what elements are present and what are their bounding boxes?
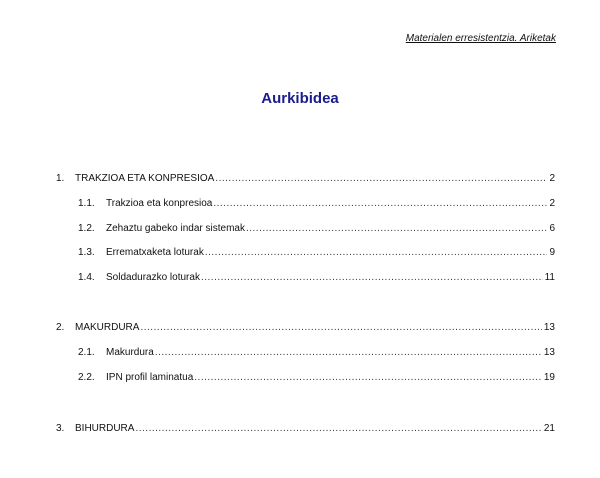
toc-number: 1. xyxy=(56,173,65,184)
toc-page-number: 9 xyxy=(549,247,555,258)
toc-page-number: 13 xyxy=(543,347,555,358)
dot-leader xyxy=(140,321,541,335)
toc-number: 2. xyxy=(56,322,65,333)
toc-number: 1.3. xyxy=(78,247,95,258)
toc-number: 1.1. xyxy=(78,198,95,209)
toc-label: Zehaztu gabeko indar sistemak xyxy=(106,223,245,234)
toc-page-number: 11 xyxy=(544,272,555,283)
dot-leader xyxy=(213,197,547,211)
page-header: Materialen erresistentzia. Ariketak xyxy=(405,33,556,44)
dot-leader xyxy=(246,222,547,236)
toc-number: 1.2. xyxy=(78,223,95,234)
toc-label: IPN profil laminatua xyxy=(106,372,194,383)
toc-entry-2-2[interactable] xyxy=(78,371,555,385)
toc-page-number: 6 xyxy=(549,223,555,234)
dot-leader xyxy=(205,246,548,260)
dot-leader xyxy=(155,346,542,360)
dot-leader xyxy=(201,271,543,285)
toc-number: 2.1. xyxy=(78,347,95,358)
toc-entry-3[interactable] xyxy=(56,422,555,436)
toc-page-number: 19 xyxy=(543,372,555,383)
toc-number: 3. xyxy=(56,423,65,434)
toc-label: MAKURDURA xyxy=(75,322,140,333)
dot-leader xyxy=(215,172,547,186)
toc-number: 1.4. xyxy=(78,272,95,283)
toc-entry-2-1[interactable] xyxy=(78,346,555,360)
toc-entry-1-4[interactable] xyxy=(78,271,555,285)
toc-label: Soldadurazko loturak xyxy=(106,272,200,283)
toc-number: 2.2. xyxy=(78,372,95,383)
toc-page-number: 21 xyxy=(543,423,555,434)
toc-entry-1-3[interactable] xyxy=(78,246,555,260)
dot-leader xyxy=(194,371,542,385)
toc-label: Errematxaketa loturak xyxy=(106,247,204,258)
toc-label: Makurdura xyxy=(106,347,154,358)
toc-page-number: 2 xyxy=(549,198,555,209)
toc-entry-1[interactable] xyxy=(56,172,555,186)
toc-label: TRAKZIOA ETA KONPRESIOA xyxy=(75,173,215,184)
toc-entry-1-1[interactable] xyxy=(78,197,555,211)
toc-page-number: 2 xyxy=(549,173,555,184)
toc-label: Trakzioa eta konpresioa xyxy=(106,198,213,209)
page-title: Aurkibidea xyxy=(261,90,339,107)
toc-page-number: 13 xyxy=(543,322,555,333)
toc-entry-2[interactable] xyxy=(56,321,555,335)
dot-leader xyxy=(135,422,541,436)
toc-label: BIHURDURA xyxy=(75,423,135,434)
toc-entry-1-2[interactable] xyxy=(78,222,555,236)
